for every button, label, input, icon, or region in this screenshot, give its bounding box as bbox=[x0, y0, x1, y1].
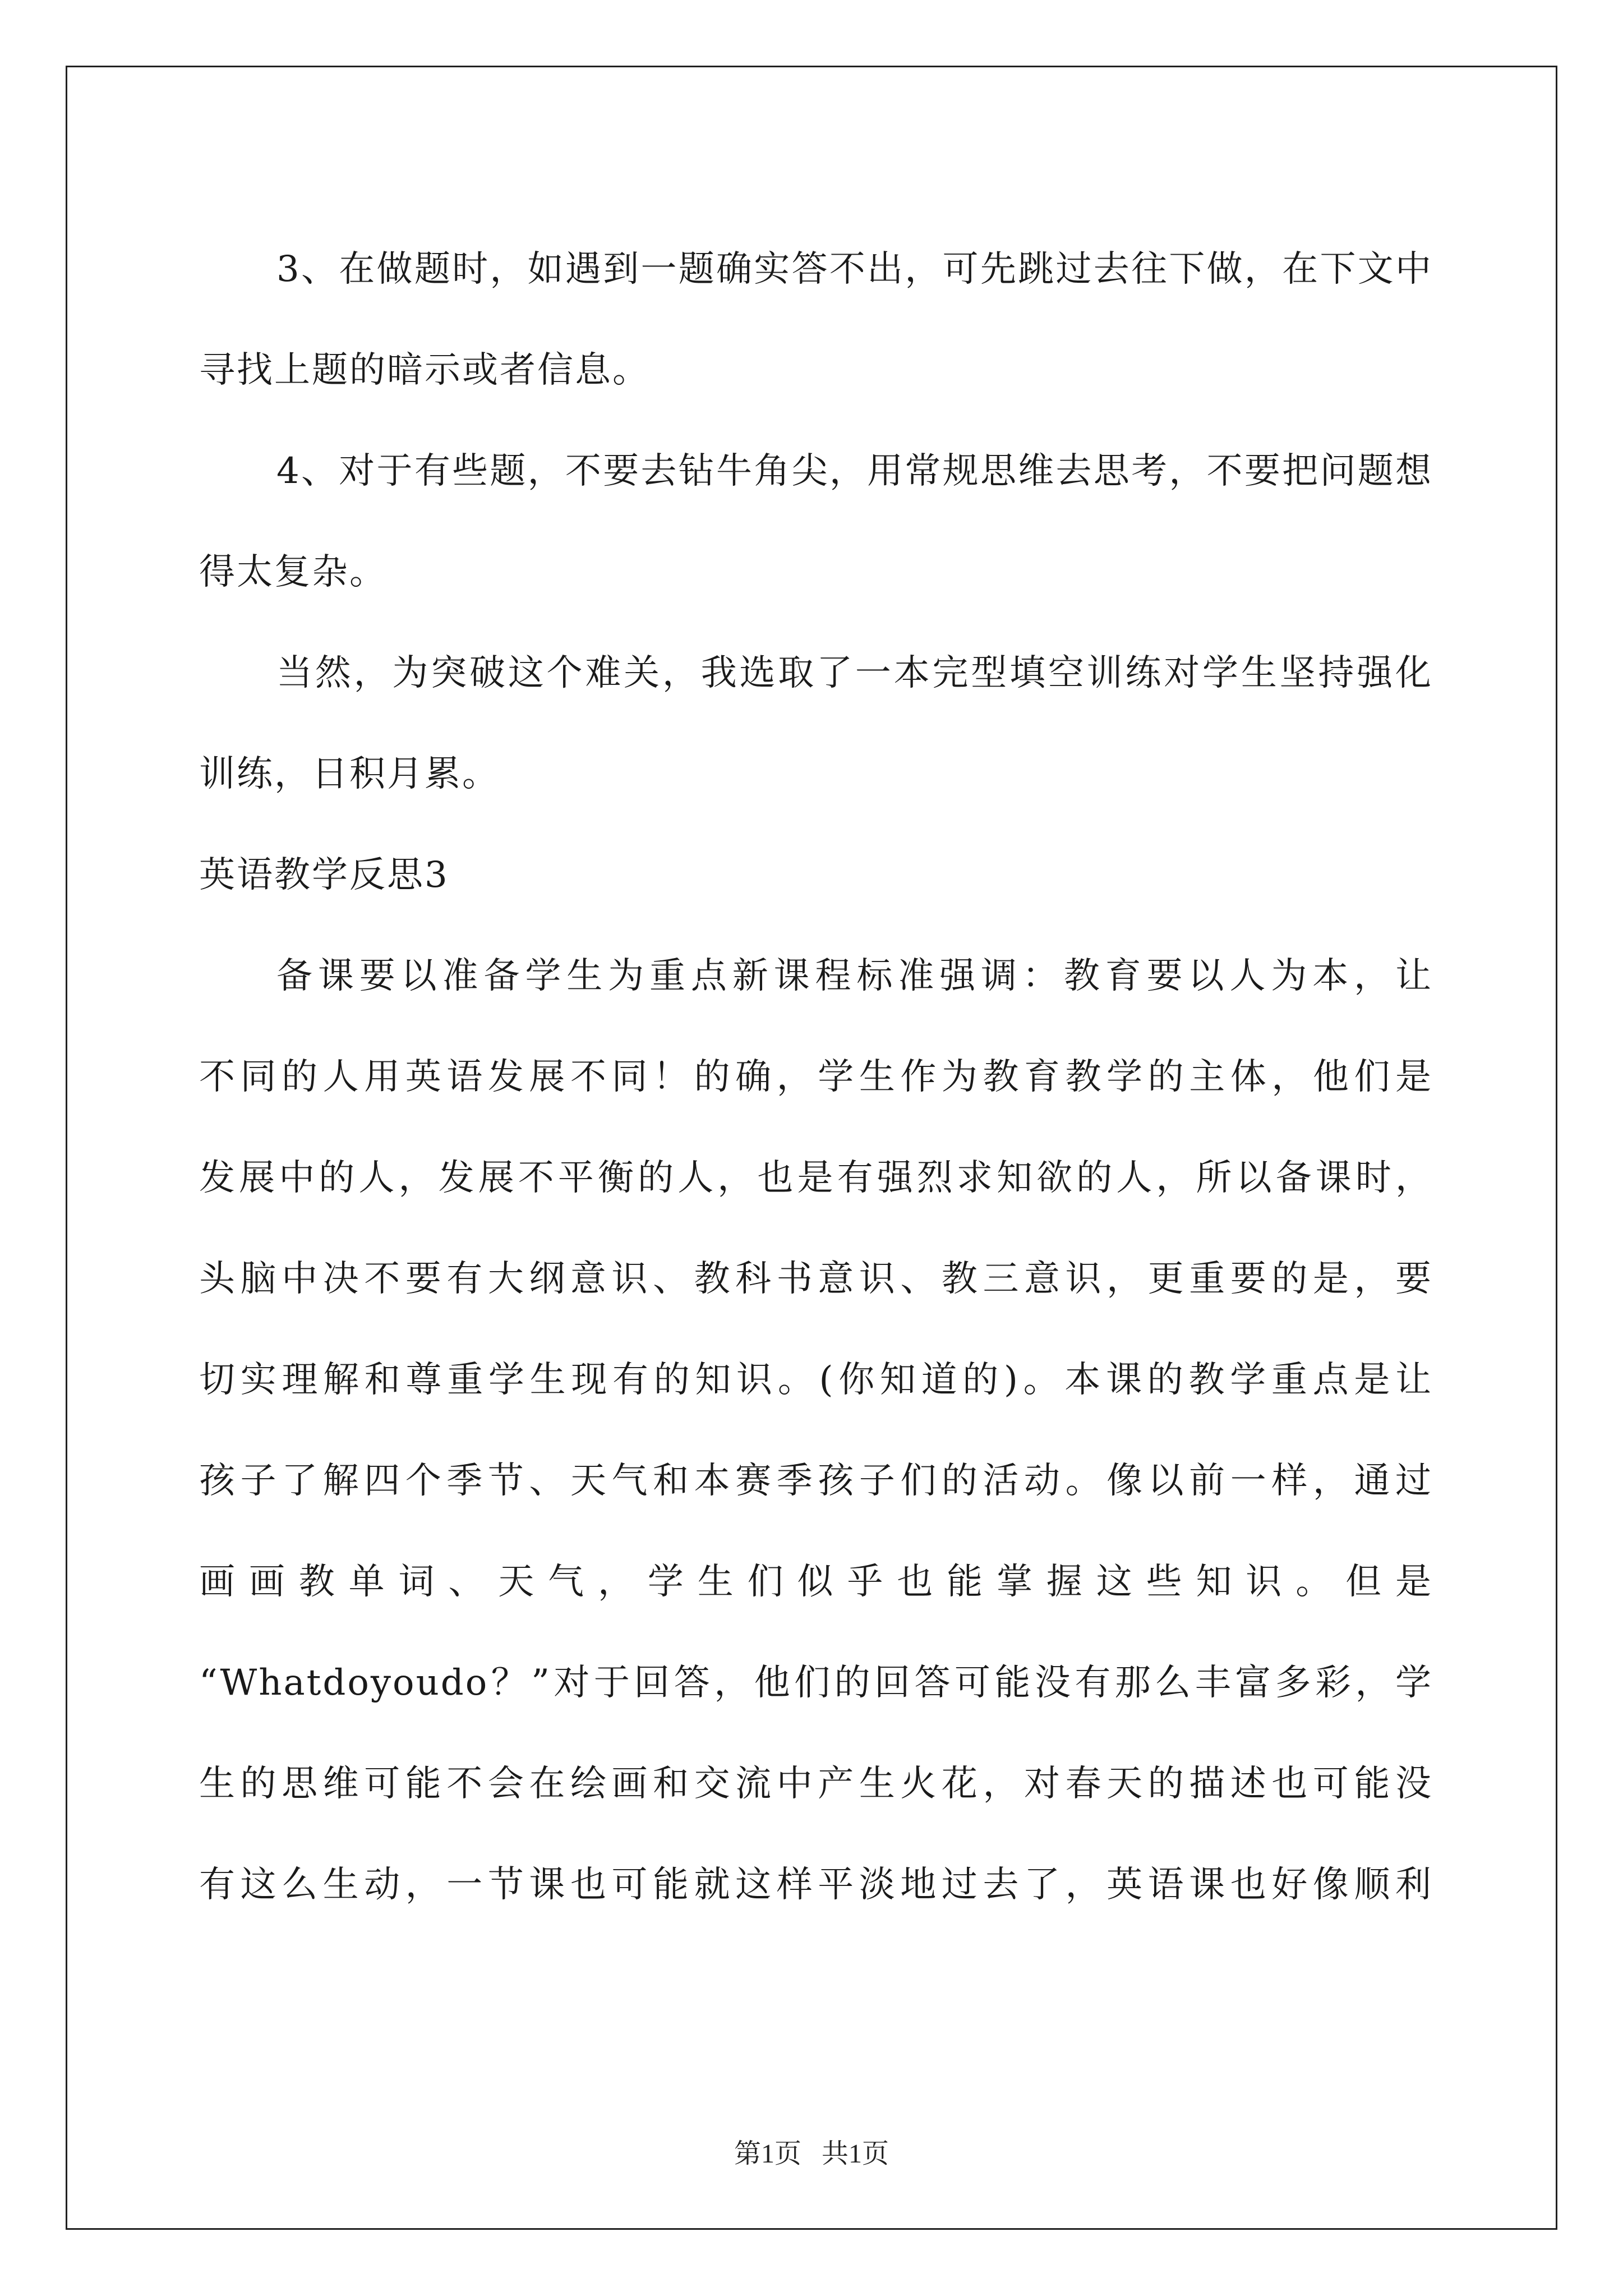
paragraph-tip-3: 3、在做题时，如遇到一题确实答不出，可先跳过去往下做，在下文中寻找上题的暗示或者信息。 bbox=[199, 249, 1433, 391]
page-number-footer: 第1页 共1页 bbox=[734, 2139, 889, 2169]
paragraph-line: 生的思维可能不会在绘画和交流中产生火花，对春天的描述也可能没 bbox=[199, 1763, 1433, 1805]
paragraph-line: 孩子了解四个季节、天气和本赛季孩子们的活动。像以前一样，通过 bbox=[199, 1460, 1433, 1502]
paragraph-line: 有这么生动，一节课也可能就这样平淡地过去了，英语课也好像顺利 bbox=[199, 1864, 1433, 1906]
paragraph-tip-4: 4、对于有些题，不要去钻牛角尖，用常规思维去思考，不要把问题想得太复杂。 bbox=[199, 450, 1433, 593]
paragraph-line: 备课要以准备学生为重点新课程标准强调：教育要以人为本，让 bbox=[276, 955, 1433, 997]
paragraph-line: “Whatdoyoudo？”对于回答，他们的回答可能没有那么丰富多彩，学 bbox=[199, 1662, 1433, 1704]
section-heading: 英语教学反思3 bbox=[199, 854, 449, 896]
section-paragraph bbox=[199, 926, 1433, 1935]
paragraph-line: 发展中的人，发展不平衡的人，也是有强烈求知欲的人，所以备课时， bbox=[199, 1157, 1433, 1199]
document-body bbox=[199, 219, 1433, 1935]
paragraph-line: 画画教单词、天气，学生们似乎也能掌握这些知识。但是 bbox=[199, 1561, 1433, 1603]
paragraph-line: 切实理解和尊重学生现有的知识。(你知道的)。本课的教学重点是让 bbox=[199, 1359, 1433, 1401]
paragraph-line: 不同的人用英语发展不同！的确，学生作为教育教学的主体，他们是 bbox=[199, 1056, 1433, 1098]
paragraph-conclusion: 当然，为突破这个难关，我选取了一本完型填空训练对学生坚持强化训练，日积月累。 bbox=[199, 652, 1433, 795]
paragraph-line: 头脑中决不要有大纲意识、教科书意识、教三意识，更重要的是，要 bbox=[199, 1258, 1433, 1300]
